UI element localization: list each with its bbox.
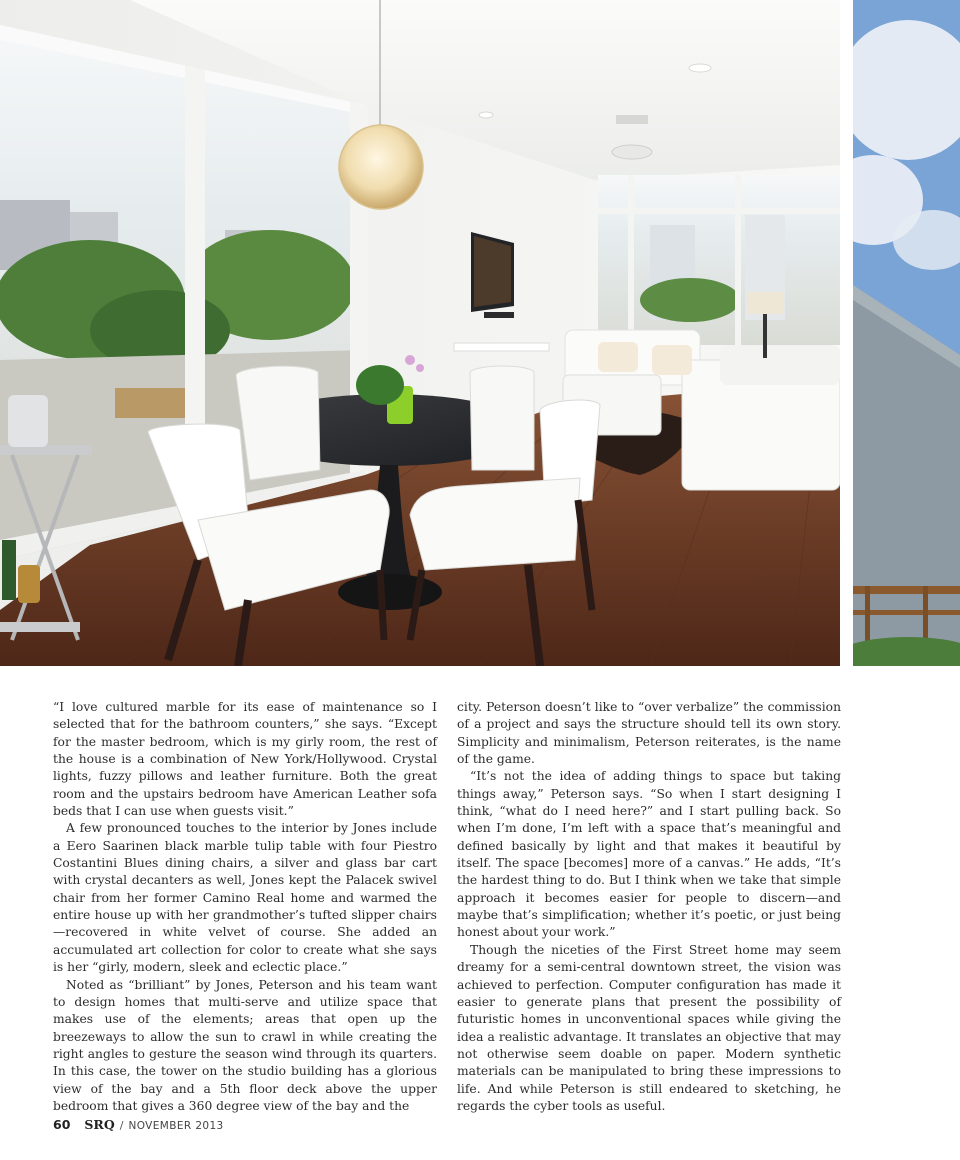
article-column-right <box>457 699 841 1115</box>
page-number: 60 <box>53 1117 71 1132</box>
issue-date: NOVEMBER 2013 <box>128 1120 224 1132</box>
paragraph: “It’s not the idea of adding things to space but taking things away,” Peterson says. “So when I start designing I think, “what do I need here?” and I start pulling back. So when I’m done, I’m left with a space that’s meaningful and defined basically by light and that makes it beautiful by itself. The space [becomes] more of a canvas.” He adds, “It’s the hardest thing to do. But I think when we take that simple approach it becomes easier for people to discern—and maybe that’s simplification; whether it’s poetic, or just being honest about your work.” <box>457 769 841 940</box>
chandelier <box>339 125 423 209</box>
magazine-name: SRQ <box>84 1117 115 1132</box>
paragraph: Noted as “brilliant” by Jones, Peterson and his team want to design homes that multi-serve and utilize space that makes use of the elements; areas that open up the breezeways to allow the sun to crawl in while creating the right angles to gesture the season wind through its quarters. In this case, the tower on the studio building has a glorious view of the bay and a 5th floor deck above the upper bedroom that gives a 360 degree view of the bay and the <box>53 977 437 1113</box>
paragraph: city. Peterson doesn’t like to “over verbalize” the commission of a project and says the structure should tell its own story. Simplicity and minimalism, Peterson reiterates, is the name of the game. <box>457 700 841 767</box>
exterior-photo <box>853 0 960 666</box>
article-column-left <box>53 699 437 1115</box>
sky-and-building-illustration <box>853 0 960 666</box>
page-footer <box>53 1117 224 1135</box>
paragraph: “I love cultured marble for its ease of maintenance so I selected that for the bathroom counters,” she says. “Except for the master bedroom, which is my girly room, the rest of the house is a combination of New York/Hollywood. Crystal lights, fuzzy pillows and leather furniture. Both the great room and the upstairs bedroom have American Leather sofa beds that I can use when guests visit.” <box>53 700 437 819</box>
paragraph: A few pronounced touches to the interior by Jones include a Eero Saarinen black marble tulip table with four Piestro Costantini Blues dining chairs, a silver and glass bar cart with crystal decanters as well, Jones kept the Palacek swivel chair from her former Camino Real home and warmed the entire house up with her grandmother’s tufted slipper chairs—recovered in white velvet of course. She added an accumulated art collection for color to create what she says is her “girly, modern, sleek and eclectic place.” <box>53 821 437 975</box>
paragraph: Though the niceties of the First Street home may seem dreamy for a semi-central downtown street, the vision was achieved to perfection. Computer configuration has made it easier to generate plans that present the possibility of futuristic homes in unconventional spaces while giving the idea a realistic advantage. It translates an objective that may not otherwise seem doable on paper. Modern synthetic materials can be manipulated to bring these impressions to life. And while Peterson is still endeared to sketching, he regards the cyber tools as useful. <box>457 942 841 1113</box>
footer-separator: / <box>119 1119 124 1132</box>
